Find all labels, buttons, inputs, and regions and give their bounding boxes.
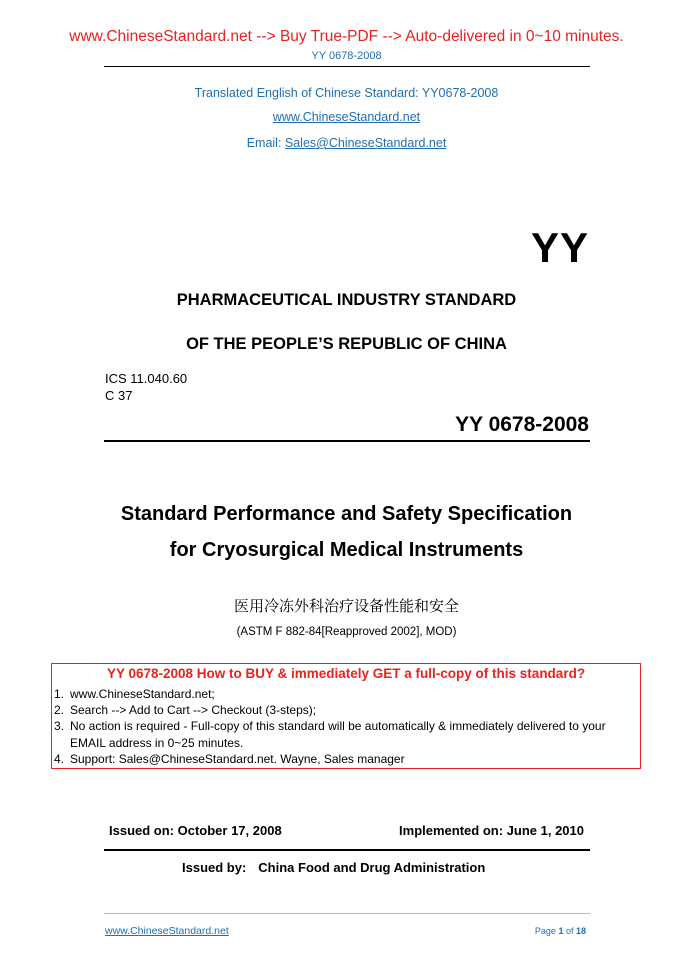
buy-box-title: YY 0678-2008 How to BUY & immediately GET a full-copy of this standard? bbox=[106, 666, 586, 681]
doc-title-line1: Standard Performance and Safety Specification bbox=[120, 503, 573, 525]
translated-notice: Translated English of Chinese Standard: YY0678-2008 bbox=[194, 86, 499, 100]
org-title-line2: OF THE PEOPLE’S REPUBLIC OF CHINA bbox=[186, 335, 507, 353]
footer-divider bbox=[104, 913, 590, 914]
dates-divider bbox=[104, 849, 590, 851]
buy-info-box bbox=[51, 663, 641, 769]
astm-reference: (ASTM F 882-84[Reapproved 2002], MOD) bbox=[236, 626, 457, 638]
list-item bbox=[54, 702, 640, 718]
standard-category-mark: YY bbox=[530, 224, 589, 271]
email-line bbox=[0, 136, 693, 150]
list-item bbox=[54, 686, 640, 702]
list-number: 3. bbox=[54, 719, 65, 734]
issued-on-date: Issued on: October 17, 2008 bbox=[109, 823, 282, 838]
page-number bbox=[535, 926, 586, 936]
number-divider bbox=[104, 440, 590, 442]
page-of: of bbox=[563, 926, 576, 936]
site-link[interactable]: www.ChineseStandard.net bbox=[272, 110, 421, 124]
chinese-title: 医用冷冻外科治疗设备性能和安全 bbox=[233, 597, 459, 615]
page-current: 1 bbox=[558, 926, 564, 936]
implemented-on-date: Implemented on: June 1, 2010 bbox=[399, 823, 584, 838]
email-label: Email: bbox=[246, 136, 285, 150]
ics-code: ICS 11.040.60 bbox=[105, 371, 188, 386]
header-divider bbox=[104, 66, 590, 67]
list-item bbox=[54, 751, 640, 767]
email-link[interactable]: Sales@ChineseStandard.net bbox=[284, 136, 447, 150]
header-doc-code: YY 0678-2008 bbox=[311, 50, 382, 62]
list-number: 2. bbox=[54, 703, 65, 718]
ccs-code: C 37 bbox=[105, 388, 133, 403]
footer-site-link[interactable]: www.ChineseStandard.net bbox=[105, 925, 229, 937]
issued-by bbox=[182, 860, 485, 875]
list-text[interactable]: www.ChineseStandard.net; bbox=[70, 687, 215, 701]
issuing-authority: China Food and Drug Administration bbox=[258, 860, 486, 875]
issued-by-label: Issued by: bbox=[182, 860, 247, 875]
buy-steps-list bbox=[54, 686, 640, 767]
list-item bbox=[54, 718, 640, 750]
list-text: Search --> Add to Cart --> Checkout (3-steps); bbox=[70, 703, 317, 718]
page-label: Page bbox=[534, 926, 559, 936]
list-text: Support: Sales@ChineseStandard.net. Wayne, Sales manager bbox=[70, 751, 405, 766]
list-number: 1. bbox=[54, 687, 65, 701]
top-banner[interactable]: www.ChineseStandard.net --> Buy True-PDF --> Auto-delivered in 0~10 minutes. bbox=[69, 28, 624, 45]
doc-title-line2: for Cryosurgical Medical Instruments bbox=[169, 539, 524, 561]
list-number: 4. bbox=[54, 751, 65, 766]
page-total: 18 bbox=[575, 926, 586, 936]
org-title-line1: PHARMACEUTICAL INDUSTRY STANDARD bbox=[176, 291, 517, 309]
standard-number: YY 0678-2008 bbox=[455, 413, 589, 436]
list-text: No action is required - Full-copy of this standard will be automatically & immediately delivered to your EMAIL address in 0~25 minutes. bbox=[70, 719, 606, 750]
classification-codes bbox=[105, 370, 187, 404]
